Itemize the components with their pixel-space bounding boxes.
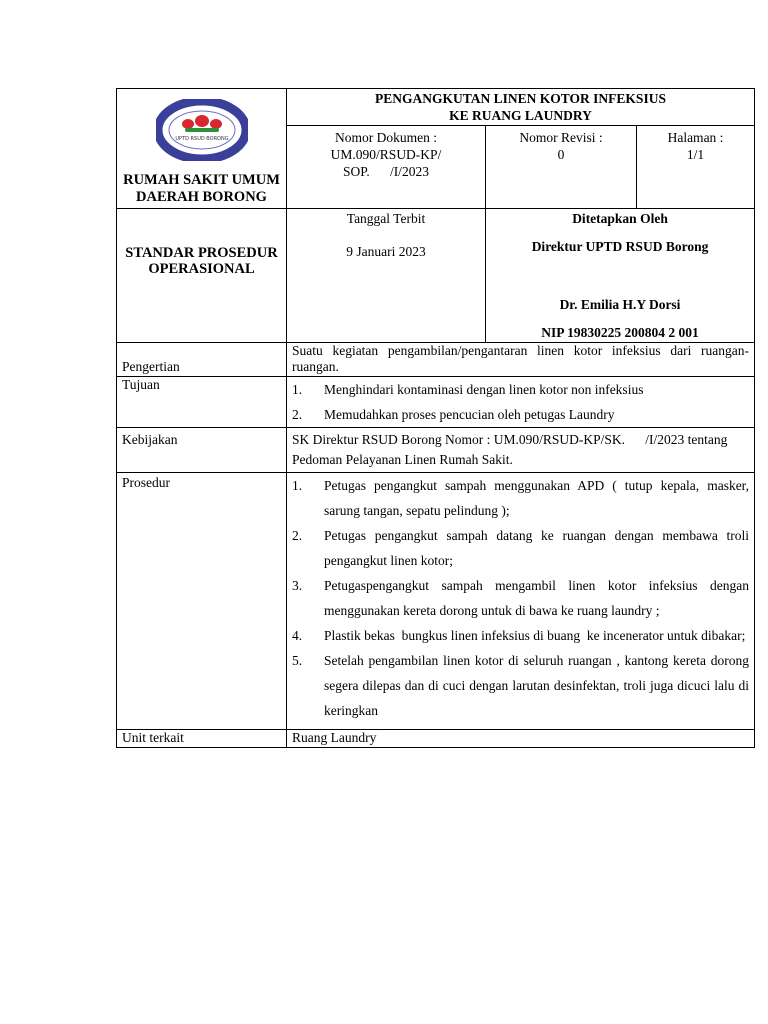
list-item [292, 648, 749, 723]
list-item [292, 377, 749, 402]
list-number: 1. [292, 478, 303, 494]
list-text: Petugas pengangkut sampah datang ke ruangan dengan membawa troli pengangkut linen kotor; [324, 528, 750, 569]
approver-name: Dr. Emilia H.Y Dorsi [559, 297, 681, 313]
kebijakan-text: SK Direktur RSUD Borong Nomor : UM.090/RSUD-KP/SK. /I/2023 tentang Pedoman Pelayanan Linen Rumah Sakit. [287, 428, 755, 473]
prosedur-label: Prosedur [117, 473, 287, 730]
list-text: Petugas pengangkut sampah menggunakan APD ( tutup kepala, masker, sarung tangan, sepatu pelindung ); [324, 478, 750, 519]
sop-document [116, 88, 754, 748]
nomor-revisi-label: Nomor Revisi : [519, 129, 603, 145]
list-text: Setelah pengambilan linen kotor di seluruh ruangan , kantong kereta dorong segera dilepas dan di cuci dengan larutan desinfektan, troli juga dicuci lalu di keringkan [324, 653, 750, 719]
prosedur-cell [287, 473, 755, 730]
list-number: 3. [292, 578, 303, 594]
tujuan-label: Tujuan [117, 377, 287, 428]
list-text: Memudahkan proses pencucian oleh petugas Laundry [324, 407, 615, 423]
sop-table [116, 88, 755, 748]
list-item [292, 573, 749, 623]
kebijakan-label: Kebijakan [117, 428, 287, 473]
nomor-dokumen-value-line1: UM.090/RSUD-KP/ [330, 146, 442, 162]
list-number: 5. [292, 653, 303, 669]
approver-nip: NIP 19830225 200804 2 001 [541, 325, 699, 341]
tujuan-list [292, 377, 749, 427]
nomor-dokumen-value-line2: SOP. /I/2023 [343, 163, 429, 179]
pengertian-text: Suatu kegiatan pengambilan/pengantaran linen kotor infeksius dari ruangan- ruangan. [287, 342, 755, 377]
list-number: 2. [292, 407, 303, 423]
hospital-name: RUMAH SAKIT UMUM DAERAH BORONG [123, 171, 280, 205]
tanggal-terbit-value: 9 Januari 2023 [346, 243, 426, 259]
document-title-line2: KE RUANG LAUNDRY [449, 107, 592, 123]
nomor-dokumen-cell [287, 125, 486, 208]
tanggal-terbit-label: Tanggal Terbit [346, 210, 426, 226]
nomor-dokumen-label: Nomor Dokumen : [335, 129, 437, 145]
pengertian-label: Pengertian [117, 342, 287, 377]
nomor-revisi-cell [486, 125, 637, 208]
list-item [292, 623, 749, 648]
nomor-revisi-value: 0 [557, 146, 565, 162]
list-text: Menghindari kontaminasi dengan linen kotor non infeksius [324, 382, 644, 398]
list-number: 1. [292, 382, 303, 398]
unit-terkait-label: Unit terkait [117, 730, 287, 748]
halaman-label: Halaman : [667, 129, 724, 145]
hospital-identity-cell [117, 89, 287, 209]
sop-title-cell [117, 208, 287, 342]
prosedur-list [292, 473, 749, 723]
svg-text:UPTD RSUD BORONG: UPTD RSUD BORONG [174, 136, 229, 142]
tanggal-terbit-cell [287, 208, 486, 342]
document-title [287, 89, 755, 126]
list-item [292, 523, 749, 573]
list-text: Petugaspengangkut sampah mengambil linen kotor infeksius dengan menggunakan kereta dorong untuk di bawa ke ruang laundry ; [324, 578, 750, 619]
halaman-cell [637, 125, 755, 208]
list-number: 4. [292, 628, 303, 644]
hospital-logo [156, 99, 248, 161]
list-item [292, 402, 749, 427]
approver-position: Direktur UPTD RSUD Borong [531, 238, 709, 254]
ditetapkan-label: Ditetapkan Oleh [572, 210, 668, 226]
halaman-value: 1/1 [686, 146, 705, 162]
approval-cell [486, 208, 755, 342]
unit-terkait-text: Ruang Laundry [287, 730, 755, 748]
document-title-line1: PENGANGKUTAN LINEN KOTOR INFEKSIUS [375, 91, 666, 106]
list-text: Plastik bekas bungkus linen infeksius di buang ke incenerator untuk dibakar; [324, 628, 746, 644]
list-item [292, 473, 749, 523]
tujuan-cell [287, 377, 755, 428]
list-number: 2. [292, 528, 303, 544]
sop-title: STANDAR PROSEDUR OPERASIONAL [125, 244, 278, 278]
